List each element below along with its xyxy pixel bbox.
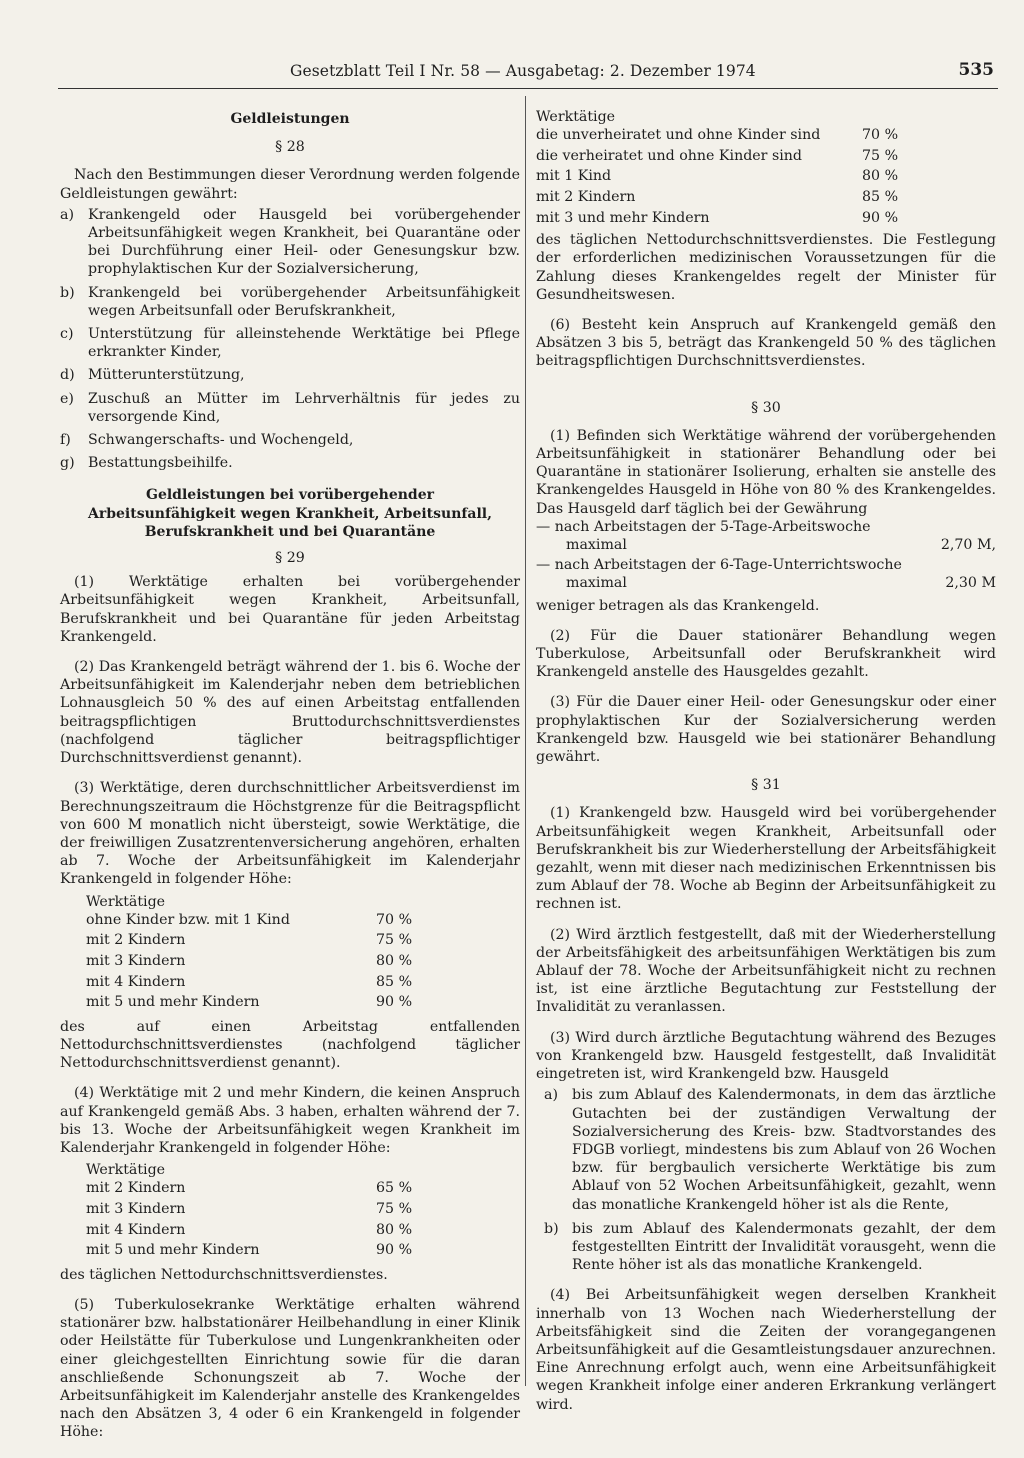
section-29-para-2: (2) Das Krankengeld beträgt während der 1. bis 6. Woche der Arbeitsunfähigkeit im Kalenderjahr neben dem betrieblichen Lohnausgleich 50 % des auf einen Arbeitstag entfallenden beitragspflichtigen Bruttodurchschnittsverdienstes (nachfolgend täglicher beitragspflichtiger Durchschnittsverdienst genannt). [60,659,520,767]
page-header [58,58,998,89]
rates-table-1 [86,911,428,1014]
table-row: mit 4 Kindern 85 % [86,973,413,990]
section-31-para-2: (2) Wird ärztlich festgestellt, daß mit der Wiederherstellung der Arbeitsfähigkeit des arbeitsunfähigen Werktätigen bis zum Ablauf der 78. Woche der Arbeitsunfähigkeit nicht zu rechnen ist, ist eine ärztliche Begutachtung zur Feststellung der Invalidität zu veranlassen. [536,926,996,1016]
section-29-para-3: (3) Werktätige, deren durchschnittlicher Arbeitsverdienst im Berechnungszeitraum die Höchstgrenze für die Beitragspflicht von 600 M monatlich nicht übersteigt, sowie Werktätige, die der freiwilligen Zusatzrentenversicherung angehören, erhalten ab 7. Woche der Arbeitsunfähigkeit im Kalenderjahr Krankengeld in folgender Höhe: [60,780,520,888]
table-row: mit 1 Kind 80 % [536,168,899,185]
table-row: mit 5 und mehr Kindern 90 % [86,1242,413,1259]
section-30-para-3: (3) Für die Dauer einer Heil- oder Genesungskur oder einer prophylaktischen Kur der Sozialversicherung werden Krankengeld bzw. Hausgeld wie bei stationärer Behandlung gewährt. [536,694,996,766]
list-item: a) bis zum Ablauf des Kalendermonats, in dem das ärztliche Gutachten bei der zuständigen Verwaltung der Sozialversicherung des Kreis- bzw. Stadtvorstandes des FDGB vorliegt, mindestens bis zum Ablauf von 26 Wochen bzw. für bergbaulich versicherte Werktätige bis zum Ablauf von 52 Wochen Arbeitsunfähigkeit, gezahlt, wenn das monatliche Krankengeld höher ist als die Rente, [544,1087,996,1213]
section-30-para-1-continued: weniger betragen als das Krankengeld. [536,597,820,614]
section-28-intro: Nach den Bestimmungen dieser Verordnung werden folgende Geldleistungen gewährt: [60,167,520,202]
right-column [536,108,996,1414]
list-item: a) Krankengeld oder Hausgeld bei vorübergehender Arbeitsunfähigkeit wegen Krankheit, bei Quarantäne oder bei Durchführung einer Heil- oder Genesungskur bzw. prophylaktischen Kur der Sozialversicherung, [60,206,520,278]
section-29-para-5-continued: des täglichen Nettodurchschnittsverdienstes. Die Festlegung der erforderlichen medizinischen Voraussetzungen für die Zahlung dieses Krankengeldes regelt der Minister für Gesundheitswesen. [536,232,996,303]
benefit-list [60,206,520,473]
list-item: c) Unterstützung für alleinstehende Werktätige bei Pflege erkrankter Kinder, [60,326,520,361]
section-30-para-2: (2) Für die Dauer stationärer Behandlung wegen Tuberkulose, Arbeitsunfall oder Berufskrankheit wird Krankengeld anstelle des Hausgeldes gezahlt. [536,627,996,681]
page-number: 535 [958,60,994,80]
list-item: d) Mütterunterstützung, [60,367,245,384]
hausgeld-limit-5-day: — nach Arbeitstagen der 5-Tage-Arbeitswoche maximal 2,70 M, [536,518,996,554]
section-29-para-6: (6) Besteht kein Anspruch auf Krankengeld gemäß den Absätzen 3 bis 5, beträgt das Krankengeld 50 % des täglichen beitragspflichtigen Durchschnittsverdienstes. [536,316,996,370]
list-item: f) Schwangerschafts- und Wochengeld, [60,432,354,449]
table-row: die verheiratet und ohne Kinder sind 75 % [536,147,899,164]
heading-arbeitsunfaehigkeit: Geldleistungen bei vorübergehender Arbeitsunfähigkeit wegen Krankheit, Arbeitsunfall, Berufskrankheit und bei Quarantäne [88,487,492,540]
column-divider [525,96,526,1386]
section-29-para-4: (4) Werktätige mit 2 und mehr Kindern, die keinen Anspruch auf Krankengeld gemäß Abs. 3 haben, erhalten während der 7. bis 13. Woche der Arbeitsunfähigkeit wegen Krankheit im Kalenderjahr Krankengeld in folgender Höhe: [60,1085,520,1156]
list-item: b) Krankengeld bei vorübergehender Arbeitsunfähigkeit wegen Arbeitsunfall oder Berufskrankheit, [60,284,520,319]
rates-table-3-heading: Werktätige [536,109,616,125]
table-row: mit 3 und mehr Kindern 90 % [536,209,899,226]
section-31-title: § 31 [751,777,781,794]
rates-table-3 [536,126,914,229]
table-row: mit 2 Kindern 75 % [86,932,413,949]
section-29-para-4-continued: des täglichen Nettodurchschnittsverdienstes. [60,1266,388,1283]
section-30-title: § 30 [751,399,781,416]
section-31-para-1: (1) Krankengeld bzw. Hausgeld wird bei vorübergehender Arbeitsunfähigkeit wegen Krankheit, Arbeitsunfall oder Berufskrankheit bis zur Wiederherstellung der Arbeitsfähigkeit gezahlt, wenn mit dieser nach medizinischen Erkenntnissen bis zum Ablauf der 78. Woche ab Beginn der Arbeitsunfähigkeit zu rechnen ist. [536,805,996,913]
section-31-para-4: (4) Bei Arbeitsunfähigkeit wegen derselben Krankheit innerhalb von 13 Wochen nach Wiederherstellung der Arbeitsfähigkeit sind die Zeiten der vorangegangenen Arbeitsunfähigkeit auf die Gesamtleistungsdauer anzurechnen. Eine Anrechnung erfolgt auch, wenn eine Arbeitsunfähigkeit wegen Krankheit infolge einer anderen Erkrankung verlängert wird. [536,1287,996,1413]
rates-table-2 [86,1179,428,1261]
list-item: e) Zuschuß an Mütter im Lehrverhältnis für jedes zu versorgende Kind, [60,390,520,425]
heading-geldleistungen: Geldleistungen [230,111,350,127]
list-item: b) bis zum Ablauf des Kalendermonats gezahlt, der dem festgestellten Eintritt der Invalidität vorausgeht, wenn die Rente höher ist als das monatliche Krankengeld. [544,1220,996,1274]
hausgeld-limit-6-day: — nach Arbeitstagen der 6-Tage-Unterrichtswoche maximal 2,30 M [536,557,996,592]
list-item: g) Bestattungsbeihilfe. [60,455,233,472]
section-30-para-1: (1) Befinden sich Werktätige während der vorübergehenden Arbeitsunfähigkeit in stationärer Behandlung oder bei Quarantäne in stationärer Isolierung, erhalten sie anstelle des Krankengeldes Hausgeld in Höhe von 80 % des Krankengeldes. Das Hausgeld darf täglich bei der Gewährung [536,427,996,517]
section-29-para-3-continued: des auf einen Arbeitstag entfallenden Nettodurchschnittsverdienstes (nachfolgend täglicher Nettodurchschnittsverdienst genannt). [60,1018,520,1072]
left-column [60,110,520,1442]
table-row: mit 5 und mehr Kindern 90 % [86,994,413,1011]
table-row: mit 4 Kindern 80 % [86,1221,413,1238]
table-row: mit 3 Kindern 80 % [86,952,413,969]
section-29-title: § 29 [275,550,305,567]
section-29-para-5: (5) Tuberkulosekranke Werktätige erhalten während stationärer bzw. halbstationärer Heilbehandlung in einer Klinik oder Heilstätte für Tuberkulose und Lungenkrankheiten oder einer gleichgestellten Einrichtung sowie für die daran anschließende Schonungszeit ab 7. Woche der Arbeitsunfähigkeit im Kalenderjahr anstelle des Krankengeldes nach den Absätzen 3, 4 oder 6 ein Krankengeld in folgender Höhe: [60,1296,520,1441]
table-row: ohne Kinder bzw. mit 1 Kind 70 % [86,911,413,928]
rates-table-1-heading: Werktätige [86,893,166,910]
section-28-title: § 28 [275,139,305,156]
section-31-list [536,1086,996,1274]
table-row: mit 3 Kindern 75 % [86,1200,413,1217]
rates-table-2-heading: Werktätige [86,1162,166,1179]
table-row: mit 2 Kindern 65 % [86,1180,413,1197]
table-row: die unverheiratet und ohne Kinder sind 70 % [536,127,899,144]
header-title: Gesetzblatt Teil I Nr. 58 — Ausgabetag: 2. Dezember 1974 [290,62,756,80]
table-row: mit 2 Kindern 85 % [536,188,899,205]
section-29-para-1: (1) Werktätige erhalten bei vorübergehender Arbeitsunfähigkeit wegen Krankheit, Arbeitsunfall, Berufskrankheit und bei Quarantäne für jeden Arbeitstag Krankengeld. [60,574,520,645]
section-31-para-3: (3) Wird durch ärztliche Begutachtung während des Bezuges von Krankengeld bzw. Hausgeld festgestellt, daß Invalidität eingetreten ist, wird Krankengeld bzw. Hausgeld [536,1029,996,1083]
